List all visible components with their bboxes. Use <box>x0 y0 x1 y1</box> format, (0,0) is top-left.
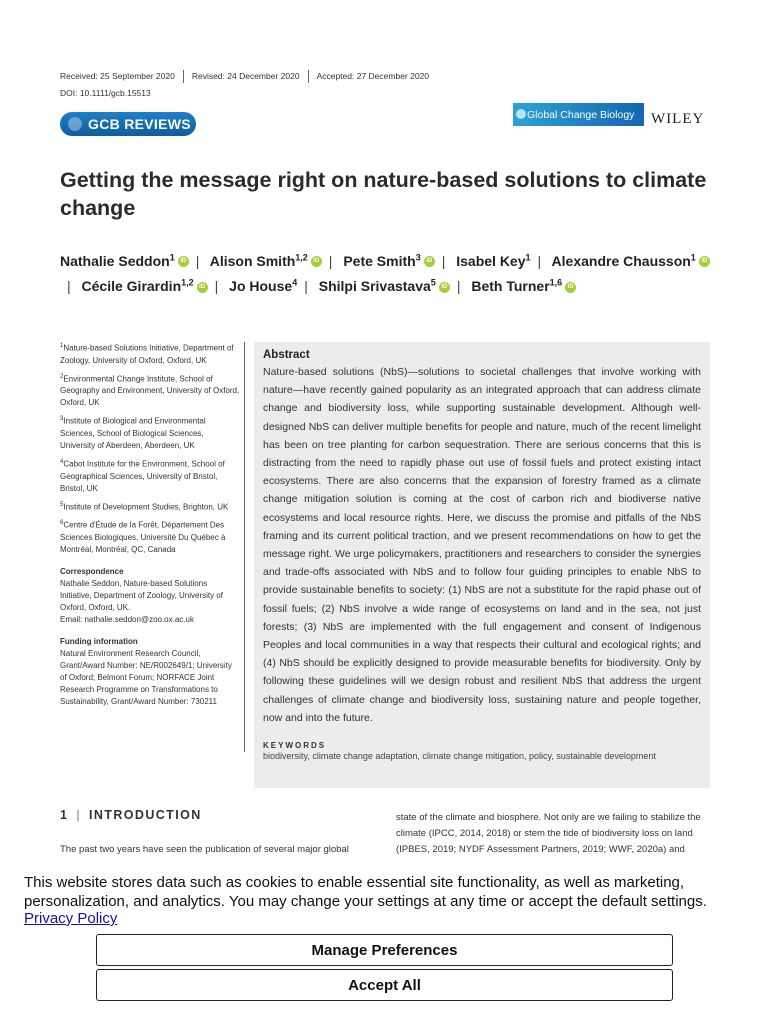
intro-heading <box>60 808 202 822</box>
publisher-logo[interactable]: WILEY <box>651 111 705 127</box>
abstract-box <box>254 342 710 788</box>
author-name[interactable]: Jo House$^4$ <box>229 277 298 295</box>
affiliation: $^1$Nature-based Solutions Initiative, Department of Zoology, University of Oxford, Oxford, UK <box>60 343 234 365</box>
intro-column-left: The past two years have seen the publication of several major global <box>60 844 349 855</box>
affiliation-list <box>60 340 240 556</box>
author-list <box>60 246 720 297</box>
affiliation: $^4$Cabot Institute for the Environment, School of Geographical Sciences, University of Bristol, Bristol, UK <box>60 458 225 493</box>
keywords-list: biodiversity, climate change adaptation, climate change mitigation, policy, sustainable development <box>263 751 656 762</box>
orcid-icon[interactable]: iD <box>699 256 710 267</box>
abstract-heading: Abstract <box>263 349 310 361</box>
author-name[interactable]: Shilpi Srivastava$^5$ iD <box>319 278 450 294</box>
heading-separator: | <box>76 808 82 822</box>
article-dates <box>60 70 437 83</box>
funding-heading: Funding information <box>60 636 138 646</box>
author-affiliation-number: 1 <box>690 252 696 262</box>
affiliation: $^6$Centre d'Étude de la Forêt, Département Des Sciences Biologiques, Université Du Québec à Montréal, Montréal, QC, Canada <box>60 520 226 554</box>
author-separator: | <box>328 252 333 269</box>
orcid-icon[interactable]: iD <box>439 282 450 293</box>
author-affiliation-number: 5 <box>430 277 436 288</box>
affiliation: $^3$Institute of Biological and Environmental Sciences, School of Biological Sciences, University of Aberdeen, Aberdeen, UK <box>60 416 206 450</box>
author-separator: | <box>214 278 219 295</box>
badge-globe-icon <box>68 117 82 131</box>
author-separator: | <box>195 252 200 269</box>
journal-logo[interactable] <box>513 103 644 126</box>
intro-number: 1 <box>60 808 69 822</box>
badge-label: GCB REVIEWS <box>88 116 191 132</box>
received-date: Received: 25 September 2020 <box>60 71 175 81</box>
affiliation: $^2$Environmental Change Institute, School of Geography and Environment, University of Oxford, Oxford, UK <box>60 373 240 408</box>
funding-text: Natural Environment Research Council, Grant/Award Number: NE/R002649/1; University of Oxford; Belmont Forum; NORFACE Joint Research Programme on Transformations to Sustainability, Grant/Award Number: 730211 <box>60 648 232 706</box>
author-name[interactable]: Nathalie Seddon$^1$ iD <box>60 253 189 269</box>
author-affiliation-number: 1,6 <box>549 277 563 288</box>
affiliations-column <box>60 340 240 712</box>
doi[interactable]: DOI: 10.1111/gcb.15513 <box>60 88 151 98</box>
journal-name: Global Change Biology <box>527 108 635 121</box>
manage-preferences-button[interactable]: Manage Preferences <box>96 934 673 966</box>
article-title: Getting the message right on nature-based solutions to climate change <box>60 168 707 220</box>
cookie-banner <box>0 864 768 1024</box>
author-affiliation-number: 1,2 <box>181 277 194 288</box>
author-separator: | <box>67 278 71 295</box>
intro-title: INTRODUCTION <box>89 808 202 822</box>
author-separator: | <box>441 252 446 269</box>
author-name[interactable]: Isabel Key$^1$ <box>456 252 531 269</box>
affiliation: $^5$Institute of Development Studies, Brighton, UK <box>60 501 229 512</box>
author-name[interactable]: Beth Turner$^{1,6}$ iD <box>471 278 576 294</box>
intro-column-right: state of the climate and biosphere. Not only are we failing to stabilize the climate (IPCC, 2014, 2018) or stem the tide of biodiversity loss on land (IPBES, 2019; NYDF Assessment Partners, 2019; WWF, 2020a) and <box>396 812 701 855</box>
revised-date: Revised: 24 December 2020 <box>183 70 308 83</box>
abstract-text: Nature-based solutions (NbS)—solutions to societal challenges that involve working with nature—have recently gained popularity as an integrated approach that can address climate change and biodiversity loss, while supporting sustainable development. Although well-designed NbS can deliver multiple benefits for people and nature, much of the recent limelight has been on tree planting for carbon sequestration. There are serious concerns that this is distracting from the need to rapidly phase out use of fossil fuels and protect existing intact ecosystems. There are also concerns that the expansion of forestry framed as a climate change mitigation solution is coming at the cost of carbon rich and biodiverse native ecosystems and local resource rights. Here, we discuss the promise and pitfalls of the NbS framing and its current political traction, and we present recommendations on how to get the message right. We urge policymakers, practitioners and researchers to consider the synergies and trade-offs associated with NbS and to follow four guiding principles to enable NbS to provide sustainable benefits to society: (1) NbS are not a substitute for the rapid phase out of fossil fuels; (2) NbS involve a wide range of ecosystems on land and in the sea, not just forests; (3) NbS are implemented with the full engagement and consent of Indigenous Peoples and local communities in a way that respects their cultural and ecological rights; and (4) NbS should be explicitly designed to provide measurable benefits for biodiversity. Only by following these guidelines will we design robust and resilient NbS that address the urgent challenges of climate change and biodiversity loss, sustaining nature and people together, now and into the future. <box>263 366 701 724</box>
author-name[interactable]: Alexandre Chausson$^1$ iD <box>552 253 710 269</box>
orcid-icon[interactable]: iD <box>424 256 435 267</box>
orcid-icon[interactable]: iD <box>311 256 322 267</box>
author-name[interactable]: Cécile Girardin$^{1,2}$ iD <box>82 278 208 294</box>
orcid-icon[interactable]: iD <box>565 282 576 293</box>
orcid-icon[interactable]: iD <box>178 256 189 267</box>
author-separator: | <box>304 278 308 295</box>
keywords-heading: KEYWORDS <box>263 741 327 751</box>
correspondence-text: Nathalie Seddon, Nature-based Solutions Initiative, Department of Zoology, University of Oxford, Oxford, UK. Email: nathalie.seddon@zoo.ox.ac.uk <box>60 578 224 624</box>
author-separator: | <box>537 252 542 269</box>
author-affiliation-number: 3 <box>415 252 421 262</box>
author-separator: | <box>456 278 461 295</box>
gcb-reviews-badge <box>60 112 196 136</box>
privacy-policy-link[interactable]: Privacy Policy <box>24 910 118 927</box>
journal-globe-icon <box>516 109 526 119</box>
column-divider <box>244 342 245 752</box>
author-affiliation-number: 1,2 <box>295 252 308 262</box>
author-affiliation-number: 1 <box>525 252 531 262</box>
correspondence-email[interactable]: Email: nathalie.seddon@zoo.ox.ac.uk <box>60 614 194 624</box>
author-name[interactable]: Alison Smith$^{1,2}$ iD <box>210 253 322 269</box>
accept-all-button[interactable]: Accept All <box>96 969 673 1001</box>
author-affiliation-number: 4 <box>292 277 298 288</box>
cookie-message: This website stores data such as cookies to enable essential site functionality, as well as marketing, personalization, and analytics. You may change your settings at any time or accept the default settings. <box>24 874 707 910</box>
accepted-date: Accepted: 27 December 2020 <box>308 70 437 83</box>
orcid-icon[interactable]: iD <box>197 282 208 293</box>
correspondence-heading: Correspondence <box>60 566 124 576</box>
author-name[interactable]: Pete Smith$^3$ iD <box>343 253 434 269</box>
author-affiliation-number: 1 <box>169 252 175 262</box>
